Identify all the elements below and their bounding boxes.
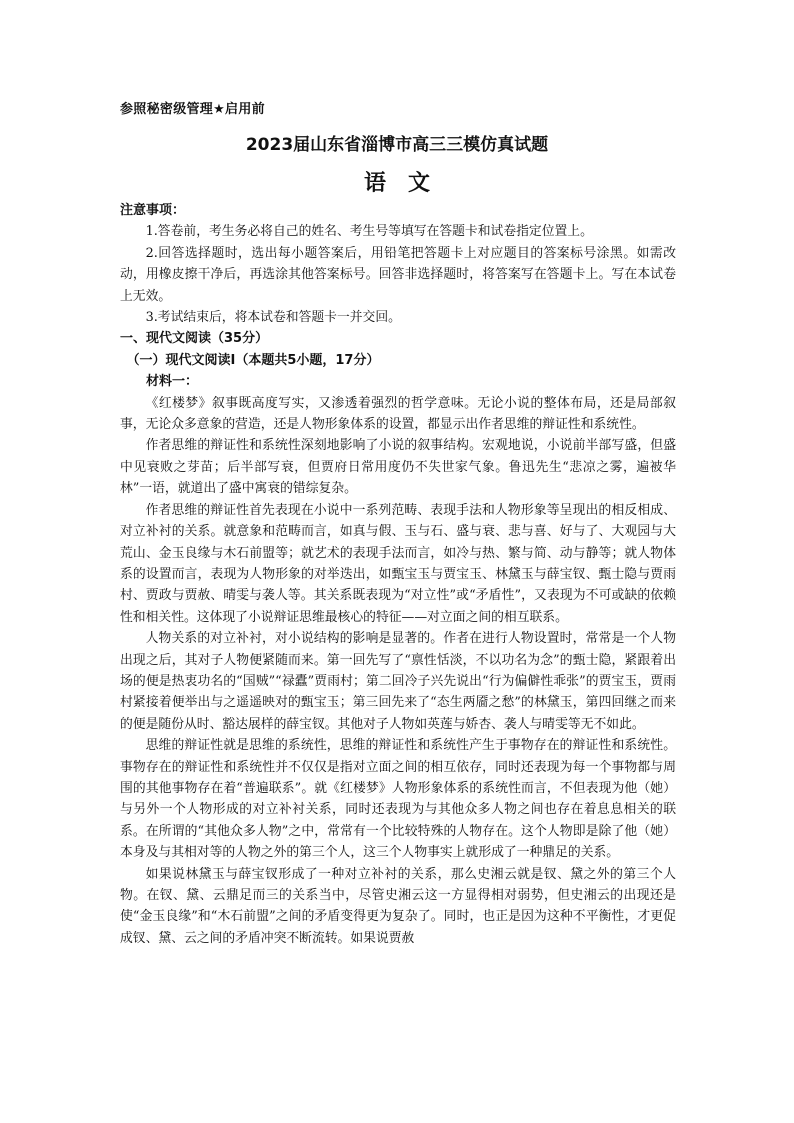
passage-paragraph: 人物关系的对立补衬，对小说结构的影响是显著的。作者在进行人物设置时，常常是一个人物出现之后，其对子人物便紧随而来。第一回先写了“禀性恬淡，不以功名为念”的甄士隐，紧跟着出场的便是热衷功名的“国贼”“禄蠹”贾雨村；第二回冷子兴先说出“行为偏僻性乖张”的贾宝玉，贾雨村紧接着便举出与之遥遥映对的甄宝玉；第三回先来了“态生两靥之愁”的林黛玉，第四回继之而来的便是随份从时、豁达展样的薛宝钗。其他对子人物如英莲与娇杏、袭人与晴雯等无不如此。 [120, 631, 676, 732]
secret-label: 参照秘密级管理★启用前 [120, 102, 265, 117]
passage-paragraph: 作者思维的辩证性首先表现在小说中一系列范畴、表现手法和人物形象等呈现出的相反相成、对立补衬的关系。就意象和范畴而言，如真与假、玉与石、盛与衰、悲与喜、好与了、大观园与大荒山、金玉良缘与木石前盟等；就艺术的表现手法而言，如冷与热、繁与简、动与静等；就人物体系的设置而言，表现为人物形象的对举迭出，如甄宝玉与贾宝玉、林黛玉与薛宝钗、甄士隐与贾雨村、贾政与贾赦、晴雯与袭人等。其关系既表现为“对立性”或“矛盾性”，又表现为不可或缺的依赖性和相关性。这体现了小说辩证思维最核心的特征——对立面之间的相互联系。 [120, 502, 676, 625]
exam-title: 2023届山东省淄博市高三三模仿真试题 [245, 135, 549, 155]
notice-item: 3.考试结束后，将本试卷和答题卡一并交回。 [145, 310, 401, 326]
material-label: 材料一： [146, 374, 199, 390]
notice-heading: 注意事项： [120, 203, 186, 218]
subject-title: 语文 [363, 171, 452, 196]
notice-item: 2.回答选择题时，选出每小题答案后，用铅笔把答题卡上对应题目的答案标号涂黑。如需改动，用橡皮擦干净后，再选涂其他答案标号。回答非选择题时，将答案写在答题卡上。写在本试卷上无效。 [120, 245, 676, 304]
section-heading: 一、现代文阅读（35分） [120, 331, 269, 347]
exam-content [120, 200, 676, 949]
notice-item: 1.答卷前，考生务必将自己的姓名、考生号等填写在答题卡和试卷指定位置上。 [145, 224, 593, 240]
section-subheading: （一）现代文阅读Ⅰ（本题共5小题，17分） [126, 352, 380, 368]
passage-paragraph: 如果说林黛玉与薛宝钗形成了一种对立补衬的关系，那么史湘云就是钗、黛之外的第三个人物。在钗、黛、云鼎足而三的关系当中，尽管史湘云这一方显得相对弱势，但史湘云的出现还是使“金玉良缘”和“木石前盟”之间的矛盾变得更为复杂了。同时，也正是因为这种不平衡性，才更促成钗、黛、云之间的矛盾冲突不断流转。如果说贾赦 [120, 866, 676, 946]
passage-paragraph: 《红楼梦》叙事既高度写实，又渗透着强烈的哲学意味。无论小说的整体布局，还是局部叙事，无论众多意象的营造，还是人物形象体系的设置，都显示出作者思维的辩证性和系统性。 [120, 395, 676, 433]
passage-paragraph: 思维的辩证性就是思维的系统性，思维的辩证性和系统性产生于事物存在的辩证性和系统性。事物存在的辩证性和系统性并不仅仅是指对立面之间的相互依存，同时还表现为每一个事物都与周围的其他事物存在着“普遍联系”。就《红楼梦》人物形象体系的系统性而言，不但表现为他（她）与另外一个人物形成的对立补衬关系，同时还表现为与其他众多人物之间也存在着息息相关的联系。在所谓的“其他众多人物”之中，常常有一个比较特殊的人物存在。这个人物即是除了他（她）本身及与其相对等的人物之外的第三个人，这三个人物事实上就形成了一种鼎足的关系。 [120, 738, 676, 861]
passage-paragraph: 作者思维的辩证性和系统性深刻地影响了小说的叙事结构。宏观地说，小说前半部写盛，但盛中见衰败之芽苗；后半部写衰，但贾府日常用度仍不失世家气象。鲁迅先生“悲凉之雾，遍被华林”一语，就道出了盛中寓衰的错综复杂。 [120, 438, 676, 497]
